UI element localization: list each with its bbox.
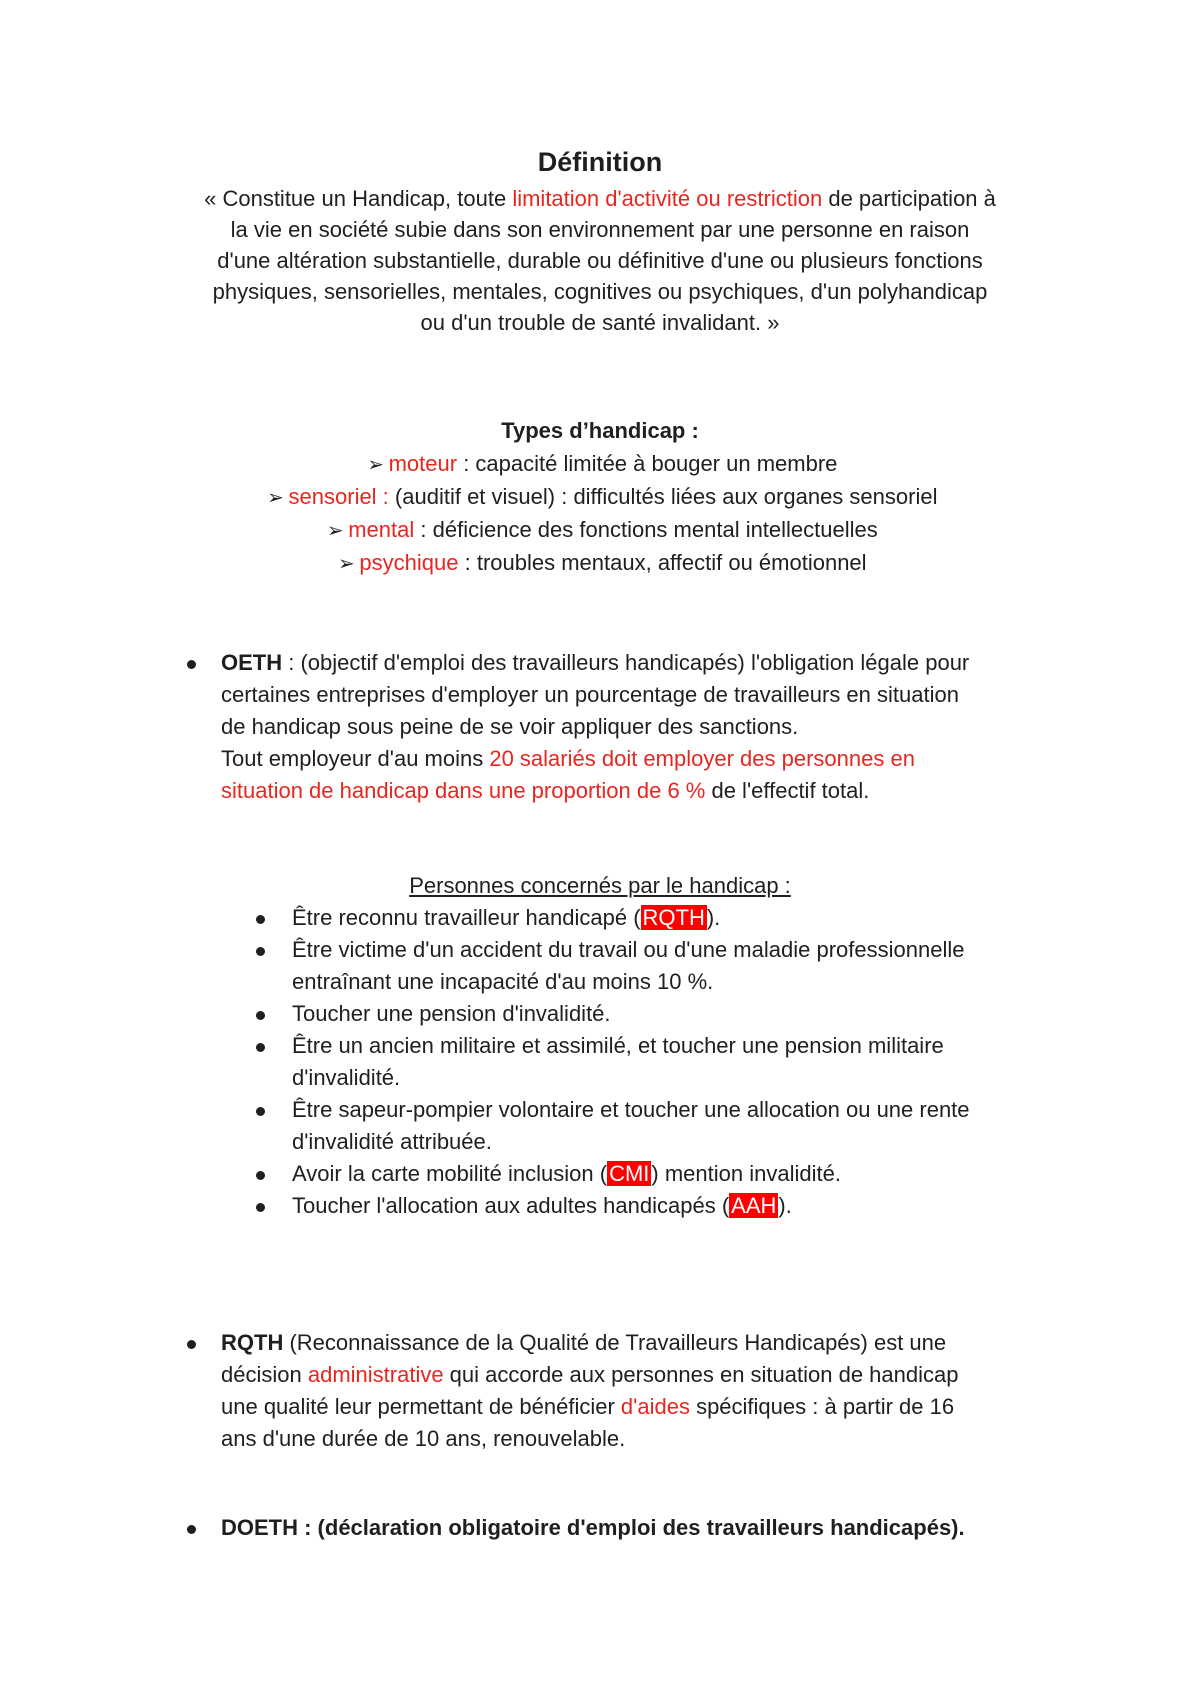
rqth-term: RQTH [221,1330,284,1355]
type-term: sensoriel : [288,484,389,509]
types-item-moteur [0,448,1200,481]
concerned-item-2-line-1: Être victime d'un accident du travail ou d'une maladie professionnelle [292,937,965,962]
rqth-text: qui accorde aux personnes en situation de handicap [443,1362,959,1387]
types-item-psychique [0,547,1200,580]
oeth-line-4 [221,743,915,775]
rqth-text: décision [221,1362,308,1387]
oeth-line-1 [221,647,969,679]
concerned-item-4-line-1: Être un ancien militaire et assimilé, et toucher une pension militaire [292,1033,944,1058]
bullet-dot-icon [256,1107,265,1116]
concerned-text: ) mention invalidité. [651,1161,841,1186]
highlight-badge: AAH [731,1193,777,1218]
definition-line-2: la vie en société subie dans son environnement par une personne en raison [230,217,970,242]
concerned-title: Personnes concernés par le handicap : [409,873,791,898]
definition-text: « Constitue un Handicap, toute [204,186,513,211]
definition-line-3: d'une altération substantielle, durable ou définitive d'une ou plusieurs fonctions [217,248,983,273]
definition-line-5: ou d'un trouble de santé invalidant. » [420,310,780,335]
bullet-dot-icon [256,1171,265,1180]
arrow-bullet-icon: ➢ [367,454,384,476]
concerned-text: Avoir la carte mobilité inclusion ( [292,1161,608,1186]
rqth-text: une qualité leur permettant de bénéficier [221,1394,621,1419]
definition-highlight: limitation d'activité ou restriction [512,186,823,211]
concerned-item-2-line-2: entraînant une incapacité d'au moins 10 %. [292,969,714,994]
type-term: mental [348,517,415,542]
types-item-sensoriel [0,481,1200,514]
concerned-text: ). [706,905,721,930]
definition-text: de participation à [822,186,996,211]
definition-line-4: physiques, sensorielles, mentales, cognitives ou psychiques, d'un polyhandicap [212,279,988,304]
arrow-bullet-icon: ➢ [326,520,344,542]
concerned-text: Être reconnu travailleur handicapé ( [292,905,641,930]
concerned-item-1 [292,902,720,934]
oeth-text: Tout employeur d'au moins [221,746,490,771]
rqth-line-3 [221,1391,954,1423]
oeth-term: OETH [221,650,283,675]
doeth-line: DOETH : (déclaration obligatoire d'emploi des travailleurs handicapés). [221,1515,965,1540]
oeth-line-2: certaines entreprises d'employer un pourcentage de travailleurs en situation [221,682,959,707]
concerned-item-5-line-2: d'invalidité attribuée. [292,1129,492,1154]
type-description: (auditif et visuel) : difficultés liées aux organes sensoriel [388,484,938,509]
rqth-text: (Reconnaissance de la Qualité de Travailleurs Handicapés) est une [283,1330,947,1355]
type-description: : déficience des fonctions mental intellectuelles [414,517,878,542]
concerned-text: ). [778,1193,792,1218]
concerned-item-6 [292,1158,841,1190]
oeth-highlight: situation de handicap dans une proportion de 6 % [221,778,706,803]
bullet-dot-icon [256,915,265,924]
definition-line-1 [0,183,1200,215]
types-item-mental [0,514,1200,547]
oeth-text: : (objectif d'emploi des travailleurs handicapés) l'obligation légale pour [282,650,970,675]
concerned-item-3: Toucher une pension d'invalidité. [292,1001,611,1026]
rqth-text: spécifiques : à partir de 16 [689,1394,955,1419]
concerned-item-7 [292,1190,792,1222]
types-title: Types d’handicap : [501,418,699,443]
definition-title: Définition [537,147,663,177]
rqth-highlight: d'aides [620,1394,690,1419]
bullet-dot-icon [256,1203,265,1212]
type-description: : capacité limitée à bouger un membre [457,451,838,476]
arrow-bullet-icon: ➢ [338,553,355,575]
arrow-bullet-icon: ➢ [267,487,284,509]
rqth-line-2 [221,1359,958,1391]
type-term: moteur [388,451,458,476]
bullet-dot-icon [187,1340,196,1349]
type-term: psychique [359,550,459,575]
bullet-dot-icon [187,660,196,669]
highlight-badge: RQTH [642,905,705,930]
bullet-dot-icon [256,947,265,956]
rqth-line-4: ans d'une durée de 10 ans, renouvelable. [221,1426,626,1451]
bullet-dot-icon [256,1043,265,1052]
highlight-badge: CMI [609,1161,650,1186]
type-description: : troubles mentaux, affectif ou émotionnel [458,550,867,575]
oeth-line-5 [221,775,869,807]
rqth-highlight: administrative [307,1362,444,1387]
rqth-line-1 [221,1327,946,1359]
bullet-dot-icon [256,1011,265,1020]
oeth-text: de l'effectif total. [705,778,870,803]
concerned-item-5-line-1: Être sapeur-pompier volontaire et toucher une allocation ou une rente [292,1097,970,1122]
oeth-highlight: 20 salariés doit employer des personnes en [489,746,915,771]
oeth-line-3: de handicap sous peine de se voir appliquer des sanctions. [221,714,799,739]
concerned-text: Toucher l'allocation aux adultes handicapés ( [292,1193,730,1218]
bullet-dot-icon [187,1525,196,1534]
concerned-item-4-line-2: d'invalidité. [292,1065,401,1090]
